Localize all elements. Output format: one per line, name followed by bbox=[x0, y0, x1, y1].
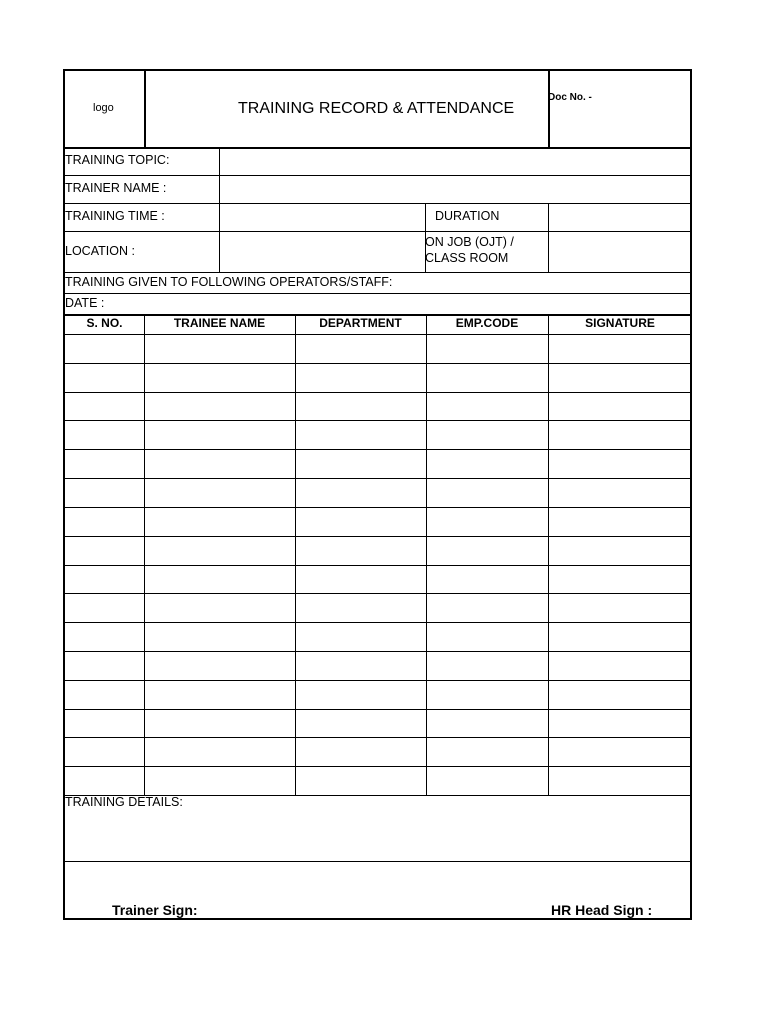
table-row-divider bbox=[65, 737, 692, 738]
table-bottom-divider bbox=[65, 795, 692, 796]
table-row-divider bbox=[65, 709, 692, 710]
doc-number-label: Doc No. - bbox=[548, 92, 592, 103]
hr-head-sign-label: HR Head Sign : bbox=[551, 902, 653, 918]
table-row-divider bbox=[65, 622, 692, 623]
row-divider bbox=[65, 293, 692, 294]
table-row-divider bbox=[65, 680, 692, 681]
form-title: TRAINING RECORD & ATTENDANCE bbox=[238, 100, 515, 117]
training-record-form bbox=[63, 69, 692, 920]
table-row-divider bbox=[65, 565, 692, 566]
training-topic-label: TRAINING TOPIC: bbox=[65, 153, 170, 167]
table-row-divider bbox=[65, 536, 692, 537]
table-column-divider bbox=[426, 314, 427, 795]
docno-divider bbox=[548, 71, 550, 147]
trainer-sign-label: Trainer Sign: bbox=[112, 902, 198, 918]
table-row-divider bbox=[65, 507, 692, 508]
table-row-divider bbox=[65, 449, 692, 450]
header-divider bbox=[65, 147, 692, 149]
logo-placeholder: logo bbox=[93, 102, 114, 114]
column-header-signature: SIGNATURE bbox=[585, 316, 655, 330]
table-row-divider bbox=[65, 593, 692, 594]
field-value-divider bbox=[548, 203, 549, 272]
table-row-divider bbox=[65, 363, 692, 364]
row-divider bbox=[65, 231, 692, 232]
row-divider bbox=[65, 203, 692, 204]
trainer-name-label: TRAINER NAME : bbox=[65, 181, 167, 195]
column-header-trainee-name: TRAINEE NAME bbox=[173, 316, 266, 330]
table-row-divider bbox=[65, 420, 692, 421]
logo-divider bbox=[144, 71, 146, 147]
training-details-label: TRAINING DETAILS: bbox=[65, 795, 183, 809]
field-value-divider bbox=[219, 147, 220, 272]
training-time-label: TRAINING TIME : bbox=[65, 209, 165, 223]
on-job-label-line2: CLASS ROOM bbox=[425, 251, 509, 265]
date-label: DATE : bbox=[65, 296, 105, 310]
table-row-divider bbox=[65, 392, 692, 393]
row-divider bbox=[65, 314, 692, 316]
row-divider bbox=[65, 175, 692, 176]
row-divider bbox=[65, 272, 692, 273]
location-label: LOCATION : bbox=[65, 244, 135, 258]
duration-label: DURATION bbox=[435, 209, 500, 223]
table-header-divider bbox=[65, 334, 692, 335]
on-job-label-line1: ON JOB (OJT) / bbox=[425, 235, 514, 249]
table-row-divider bbox=[65, 651, 692, 652]
given-to-label: TRAINING GIVEN TO FOLLOWING OPERATORS/STAFF: bbox=[65, 275, 393, 289]
table-column-divider bbox=[144, 314, 145, 795]
table-column-divider bbox=[548, 314, 549, 795]
column-header-emp-code: EMP.CODE bbox=[455, 316, 519, 330]
table-row-divider bbox=[65, 478, 692, 479]
column-header-sno: S. NO. bbox=[86, 316, 123, 330]
field-label-divider bbox=[425, 203, 426, 272]
details-divider bbox=[65, 861, 692, 862]
table-row-divider bbox=[65, 766, 692, 767]
column-header-department: DEPARTMENT bbox=[319, 316, 402, 330]
table-column-divider bbox=[295, 314, 296, 795]
